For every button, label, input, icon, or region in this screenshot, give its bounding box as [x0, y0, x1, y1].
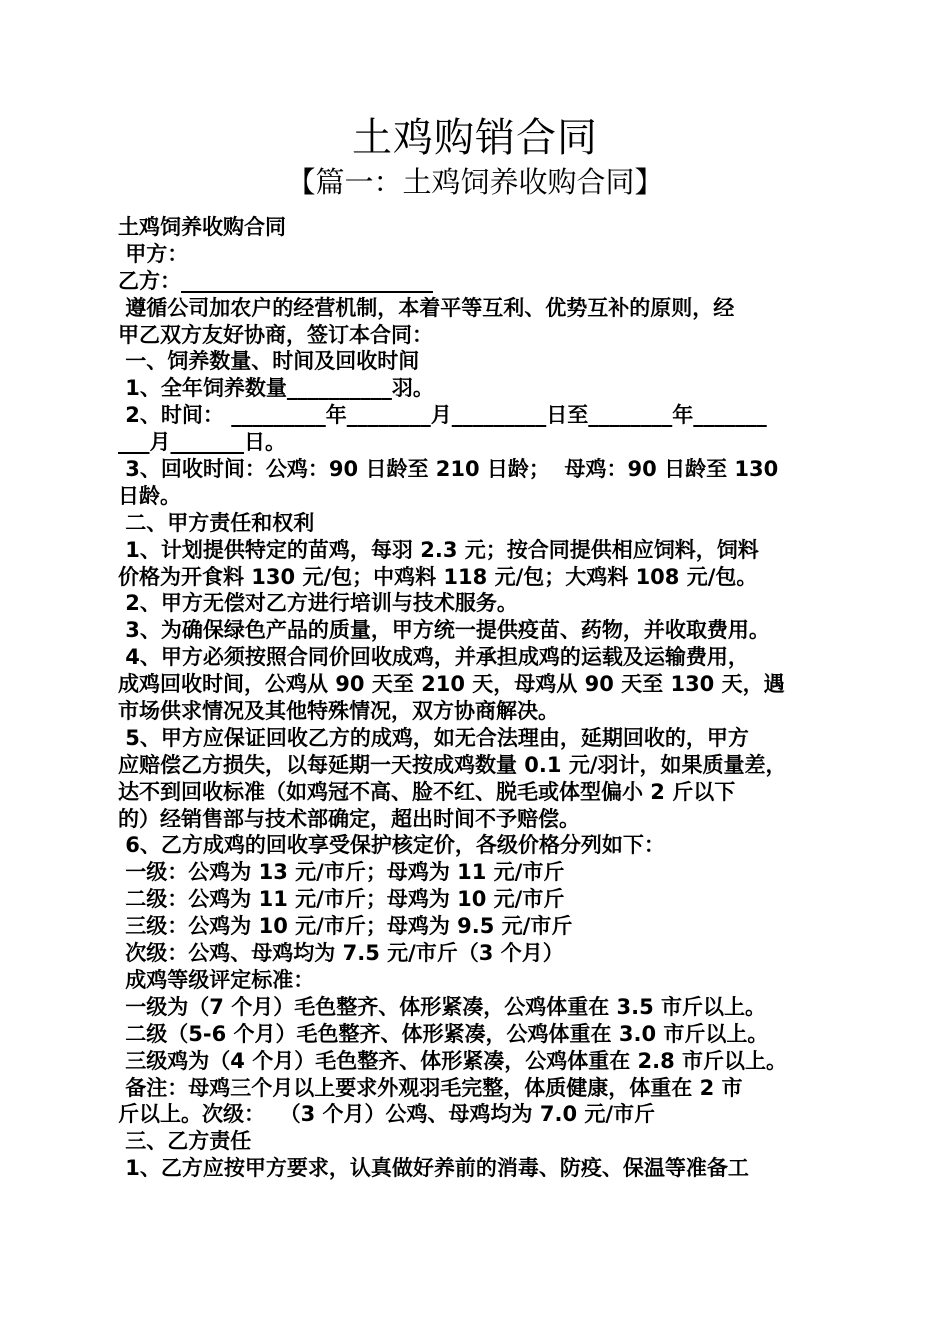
text-line: 土鸡饲养收购合同	[118, 215, 286, 239]
text-line: 应赔偿乙方损失，以每延期一天按成鸡数量 0.1 元/羽计，如果质量差，	[118, 752, 787, 777]
text-line: 达不到回收标准（如鸡冠不高、脸不红、脱毛或体型偏小 2 斤以下	[118, 779, 736, 804]
text-line: 遵循公司加农户的经营机制，本着平等互利、优势互补的原则，经	[118, 295, 735, 320]
text-line: 一级：公鸡为 13 元/市斤；母鸡为 11 元/市斤	[118, 860, 565, 885]
text-line: 斤以上。次级： （3 个月）公鸡、母鸡均为 7.0 元/市斤	[118, 1102, 656, 1127]
text-line: 3、回收时间：公鸡：90 日龄至 210 日龄； 母鸡：90 日龄至 130	[118, 457, 779, 482]
text-line: 市场供求情况及其他特殊情况，双方协商解决。	[118, 699, 559, 724]
text-line: 二级（5-6 个月）毛色整齐、体形紧凑，公鸡体重在 3.0 市斤以上。	[118, 1021, 769, 1046]
text-line: 乙方：________________________	[118, 268, 433, 293]
text-line: 3、为确保绿色产品的质量，甲方统一提供疫苗、药物，并收取费用。	[118, 618, 770, 643]
text-line: 4、甲方必须按照合同价回收成鸡，并承担成鸡的运载及运输费用，	[118, 645, 749, 670]
text-line: 次级：公鸡、母鸡均为 7.5 元/市斤（3 个月）	[118, 941, 564, 966]
text-line: 三级：公鸡为 10 元/市斤；母鸡为 9.5 元/市斤	[118, 914, 573, 939]
text-line: 甲方：	[118, 241, 189, 266]
text-line: 1、全年饲养数量__________羽。	[118, 376, 434, 401]
text-line: ___月_______日。	[118, 430, 286, 455]
text-line: 三级鸡为（4 个月）毛色整齐、体形紧凑，公鸡体重在 2.8 市斤以上。	[118, 1048, 788, 1073]
document-subtitle: 【篇一：土鸡饲养收购合同】	[286, 165, 664, 199]
text-line: 1、计划提供特定的苗鸡，每羽 2.3 元；按合同提供相应饲料，饲料	[118, 537, 759, 562]
text-line: 成鸡回收时间，公鸡从 90 天至 210 天，母鸡从 90 天至 130 天，遇	[118, 672, 785, 697]
document-body	[118, 214, 858, 1182]
text-line: 2、时间： _________年________月_________日至________年_______	[118, 403, 767, 428]
text-line: 6、乙方成鸡的回收享受保护核定价，各级价格分列如下：	[118, 833, 665, 858]
text-line: 三、乙方责任	[118, 1129, 252, 1154]
text-line: 1、乙方应按甲方要求，认真做好养前的消毒、防疫、保温等准备工	[118, 1156, 749, 1181]
text-line: 5、甲方应保证回收乙方的成鸡，如无合法理由，延期回收的，甲方	[118, 725, 749, 750]
text-line: 一级为（7 个月）毛色整齐、体形紧凑，公鸡体重在 3.5 市斤以上。	[118, 994, 767, 1019]
document-title: 土鸡购销合同	[352, 115, 598, 161]
text-line: 2、甲方无偿对乙方进行培训与技术服务。	[118, 591, 518, 616]
text-line: 一、饲养数量、时间及回收时间	[118, 349, 420, 374]
text-line: 二、甲方责任和权利	[118, 510, 315, 535]
text-line: 成鸡等级评定标准：	[118, 967, 315, 992]
text-line: 二级：公鸡为 11 元/市斤；母鸡为 10 元/市斤	[118, 887, 565, 912]
text-line: 的）经销售部与技术部确定，超出时间不予赔偿。	[118, 806, 580, 831]
text-line: 甲乙双方友好协商，签订本合同：	[118, 322, 433, 347]
text-line: 备注：母鸡三个月以上要求外观羽毛完整，体质健康，体重在 2 市	[118, 1075, 743, 1100]
text-line: 价格为开食料 130 元/包；中鸡料 118 元/包；大鸡料 108 元/包。	[118, 564, 758, 589]
text-line: 日龄。	[118, 483, 181, 508]
